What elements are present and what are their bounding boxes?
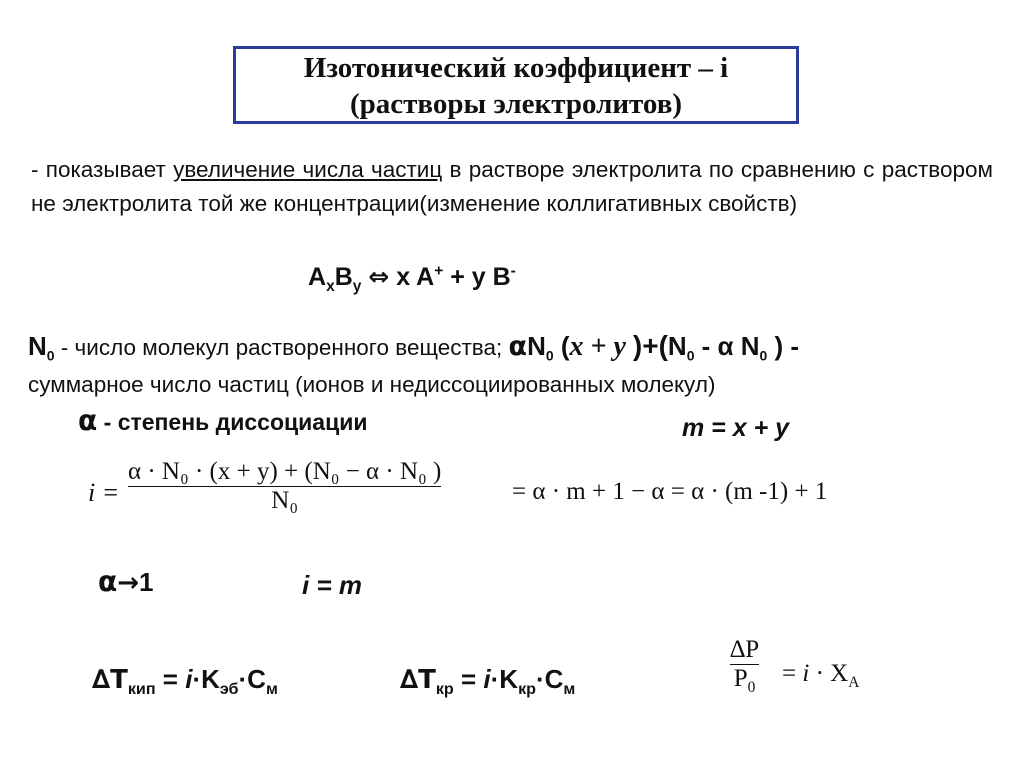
- i-equals-m: i = m: [302, 570, 362, 600]
- fraction-numerator: α · N₀ · (x + y) + (N₀ − α · N₀ ): [128, 458, 442, 485]
- m-definition: m = x + y: [682, 414, 790, 442]
- n0-definition-line: $N_0$ - число молекул растворенного вещества; $\alpha N_0$ (x + y )$+(N_0 - \alpha$ $N_0$ ) -: [28, 330, 800, 364]
- formula-rhs: = α · m + 1 − α = α · (m -1) + 1: [512, 478, 828, 505]
- definition-text: [31, 153, 993, 221]
- title-line-2: (растворы электролитов): [349, 88, 683, 120]
- definition-underlined: увеличение числа частиц: [173, 157, 443, 182]
- definition-rest: в растворе электролита по сравнению с раствором не электролита той же концентрации(изменение коллигативных свойств): [31, 157, 993, 216]
- freezing-point-formula: $\Delta T_{кр} = i\cdot K_{кр}\cdot C_м$: [400, 664, 576, 699]
- isotonic-fraction: [128, 458, 441, 515]
- formula-lhs: i =: [88, 478, 120, 507]
- fraction-denominator: N₀: [271, 487, 299, 514]
- sum-particles-line: суммарное число частиц (ионов и недиссоциированных молекул): [28, 372, 716, 397]
- raoult-denominator: $P_0$: [733, 665, 756, 696]
- raoult-numerator: ∆P: [730, 636, 760, 663]
- right-arrow-icon: →: [117, 568, 140, 598]
- raoult-rhs: = $i \cdot X_A$: [782, 660, 860, 691]
- equilibrium-arrow-icon: ⇔: [368, 262, 390, 291]
- title-line-1: Изотонический коэффициент – i: [303, 52, 729, 84]
- dissociation-equation: $A_xB_y$ ⇔ x A+ + y B-: [308, 262, 516, 295]
- boiling-point-formula: $\Delta T_{кип} = i\cdot K_{эб}\cdot C_м$: [92, 664, 278, 699]
- definition-dash: - показывает: [31, 157, 174, 182]
- alpha-definition: α - степень диссоциации: [78, 404, 368, 437]
- alpha-limit: α→1: [98, 565, 154, 598]
- raoult-fraction: [730, 636, 760, 696]
